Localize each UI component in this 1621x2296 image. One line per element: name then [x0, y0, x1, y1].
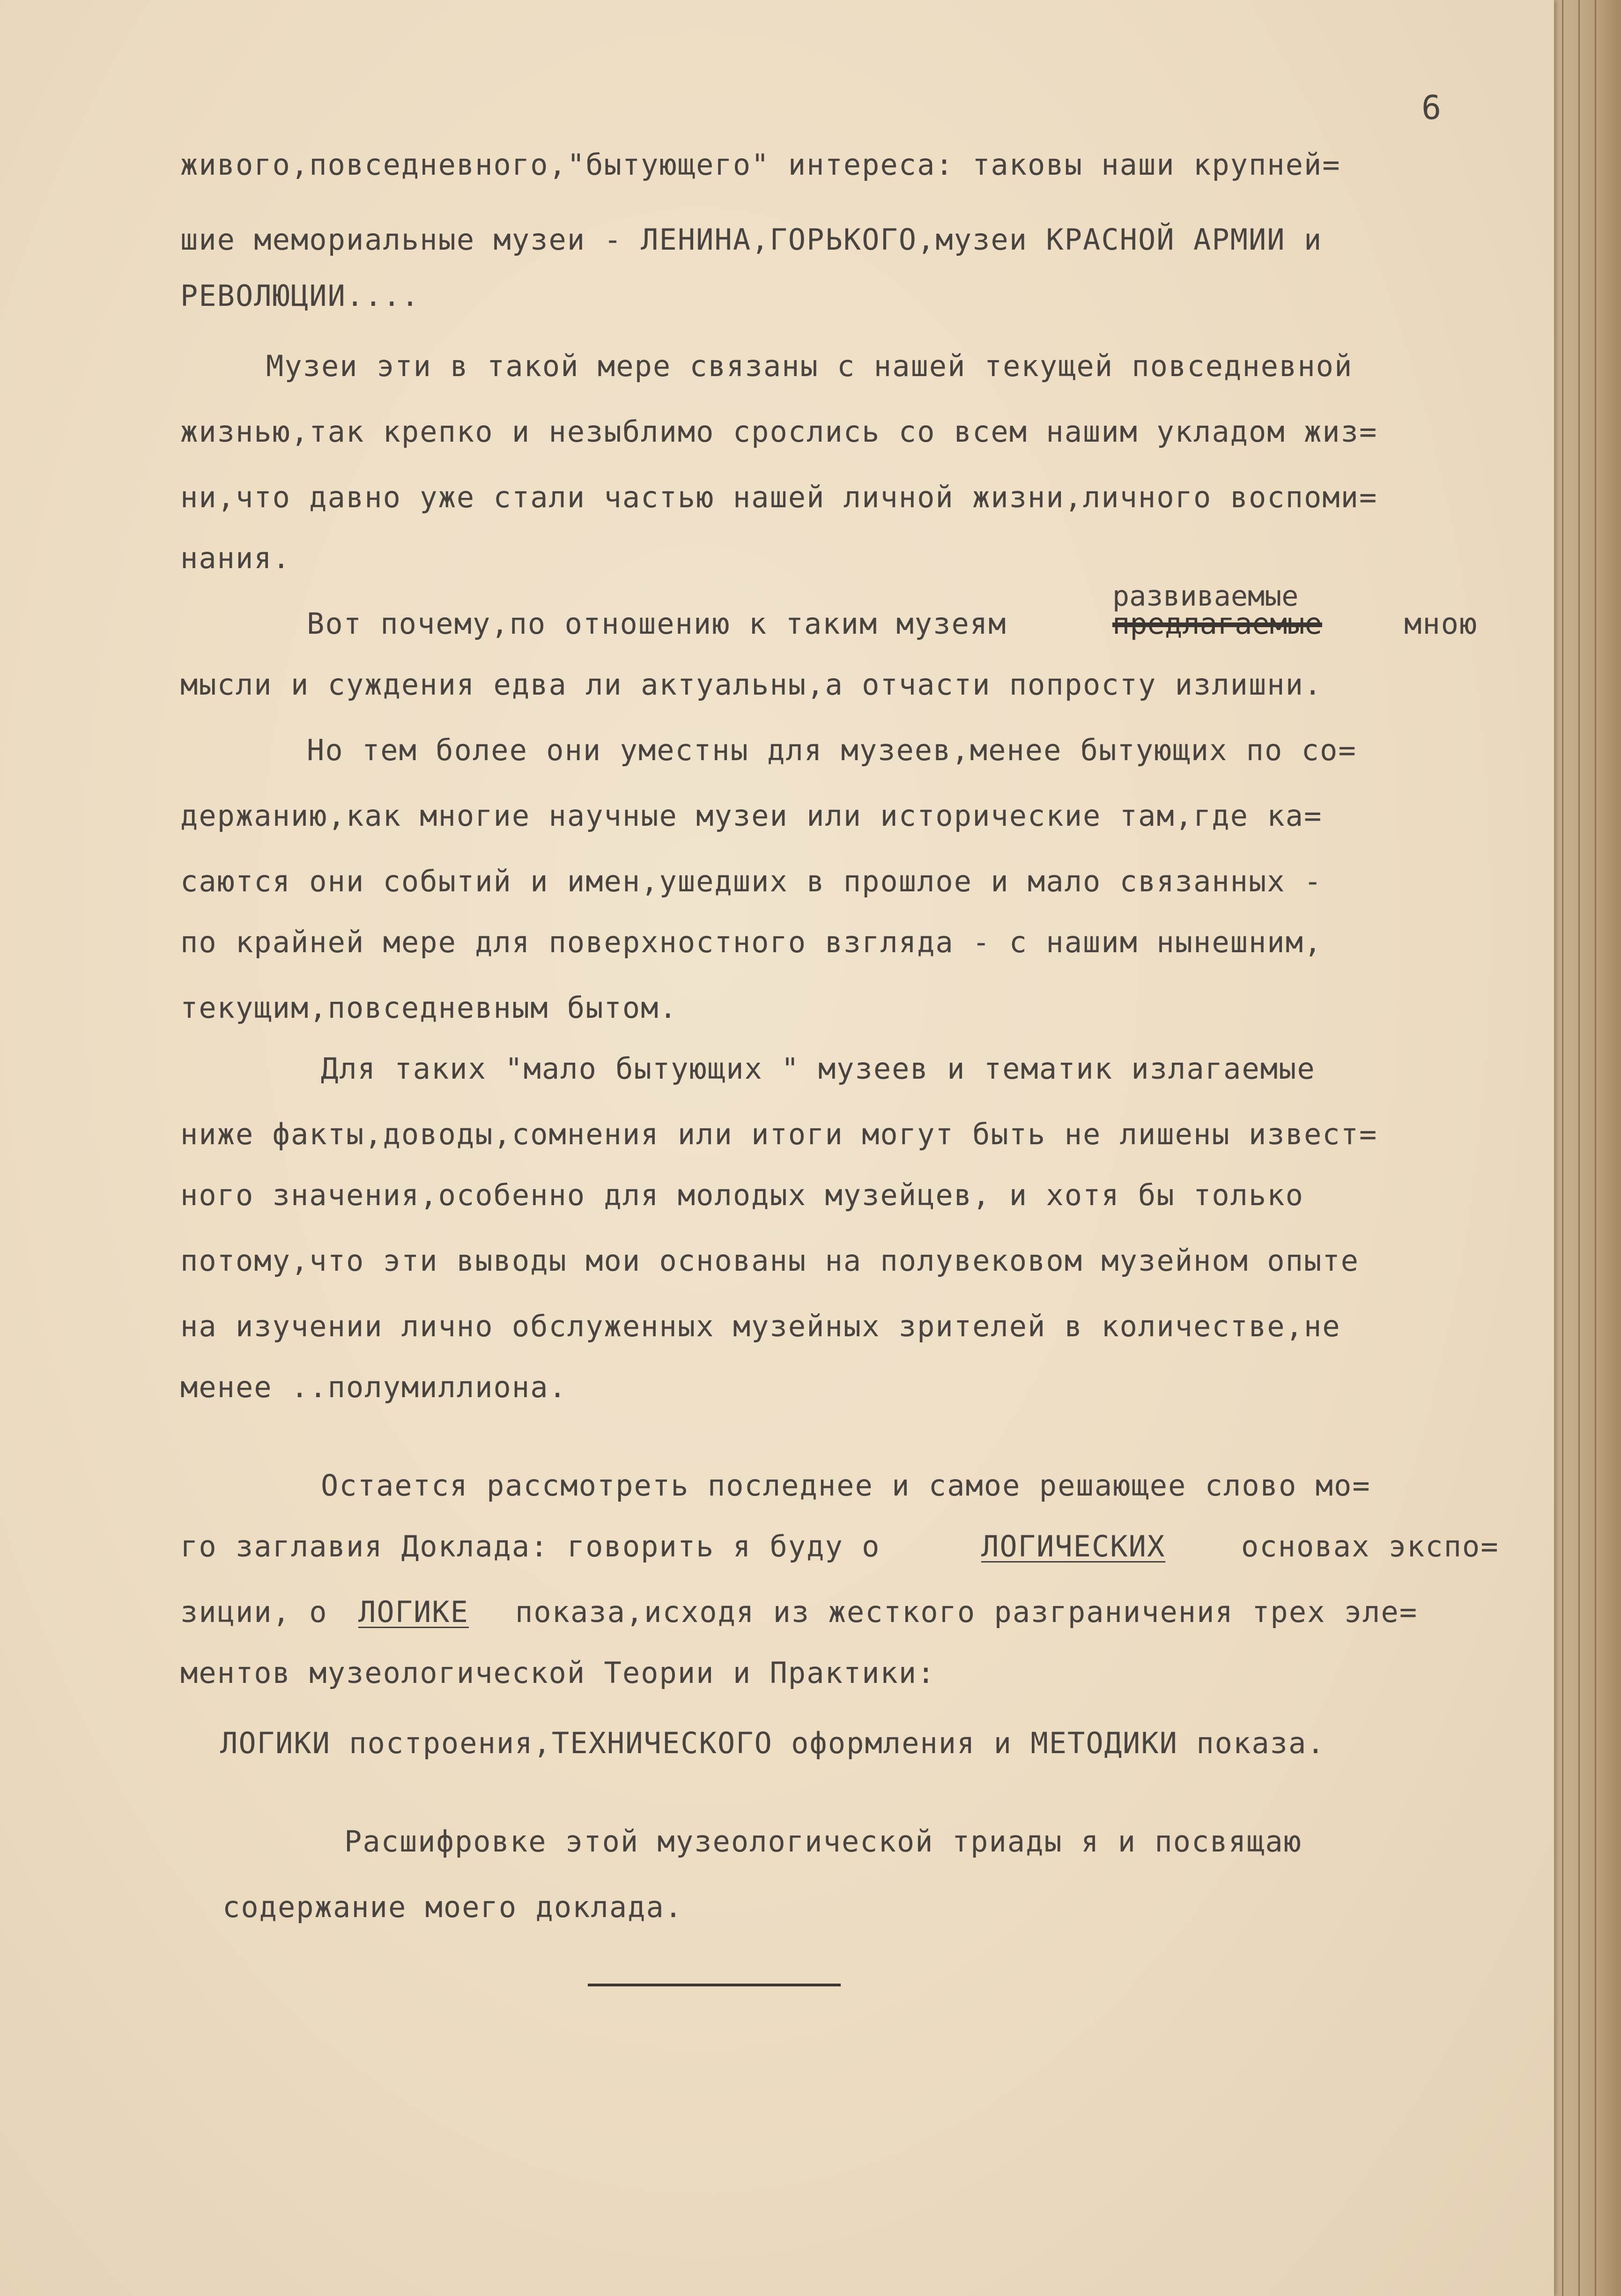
text-line: саются они событий и имен,ушедших в прошлое и мало связанных -	[180, 864, 1323, 898]
text-line: по крайней мере для поверхностного взгляда - с нашим нынешним,	[180, 925, 1323, 959]
text-line: ни,что давно уже стали частью нашей личной жизни,личного воспоми=	[180, 480, 1378, 514]
struck-word: предлагаемые	[1112, 607, 1322, 641]
text-line: ментов музеологической Теории и Практики:	[180, 1656, 936, 1690]
text-line: на изучении лично обслуженных музейных зрителей в количестве,не	[180, 1309, 1341, 1343]
text-line: го заглавия Доклада: говорить я буду о	[180, 1529, 881, 1563]
text-line: Расшифровке этой музеологической триады я и посвящаю	[344, 1824, 1303, 1859]
text-line: Для таких "мало бытующих " музеев и тематик излагаемые	[321, 1052, 1316, 1086]
text-line: Но тем более они уместны для музеев,менее бытующих по со=	[307, 733, 1357, 767]
text-line: держанию,как многие научные музеи или исторические там,где ка=	[180, 799, 1323, 833]
handwritten-insertion: развиваемые	[1112, 580, 1299, 613]
text-line: зиции, о	[180, 1595, 328, 1629]
text-line: живого,повседневного,"бытующего" интереса: таковы наши крупней=	[180, 148, 1341, 182]
text-line: основах экспо=	[1241, 1529, 1499, 1563]
text-line: ного значения,особенно для молодых музейцев, и хотя бы только	[180, 1178, 1304, 1212]
text-line: мною	[1404, 607, 1478, 641]
text-line: РЕВОЛЮЦИИ....	[180, 279, 420, 313]
text-line: Музеи эти в такой мере связаны с нашей текущей повседневной	[266, 349, 1353, 383]
text-line: нания.	[180, 541, 291, 575]
text-line: Остается рассмотреть последнее и самое решающее слово мо=	[321, 1468, 1371, 1503]
text-line: шие мемориальные музеи - ЛЕНИНА,ГОРЬКОГО,музеи КРАСНОЙ АРМИИ и	[180, 222, 1323, 257]
page-edge	[1595, 0, 1621, 2296]
text-line: жизнью,так крепко и незыблимо срослись со всем нашим укладом жиз=	[180, 415, 1378, 449]
underlined-word: ЛОГИЧЕСКИХ	[981, 1529, 1166, 1563]
text-line: текущим,повседневным бытом.	[180, 991, 678, 1025]
text-line: Вот почему,по отношению к таким музеям	[307, 607, 1007, 641]
text-line: ниже факты,доводы,сомнения или итоги могут быть не лишены извест=	[180, 1117, 1378, 1151]
underlined-word: ЛОГИКЕ	[358, 1595, 469, 1629]
text-line: мысли и суждения едва ли актуальны,а отчасти попросту излишни.	[180, 667, 1323, 702]
text-line: менее ..полумиллиона.	[180, 1370, 567, 1404]
text-line: показа,исходя из жесткого разграничения трех эле=	[515, 1595, 1418, 1629]
page-number: 6	[1421, 89, 1442, 127]
text-line: ЛОГИКИ построения,ТЕХНИЧЕСКОГО оформления и МЕТОДИКИ показа.	[220, 1726, 1325, 1760]
text-line: содержание моего доклада.	[222, 1890, 683, 1924]
closing-rule	[588, 1984, 841, 1986]
text-line: потому,что эти выводы мои основаны на полувековом музейном опыте	[180, 1244, 1359, 1278]
